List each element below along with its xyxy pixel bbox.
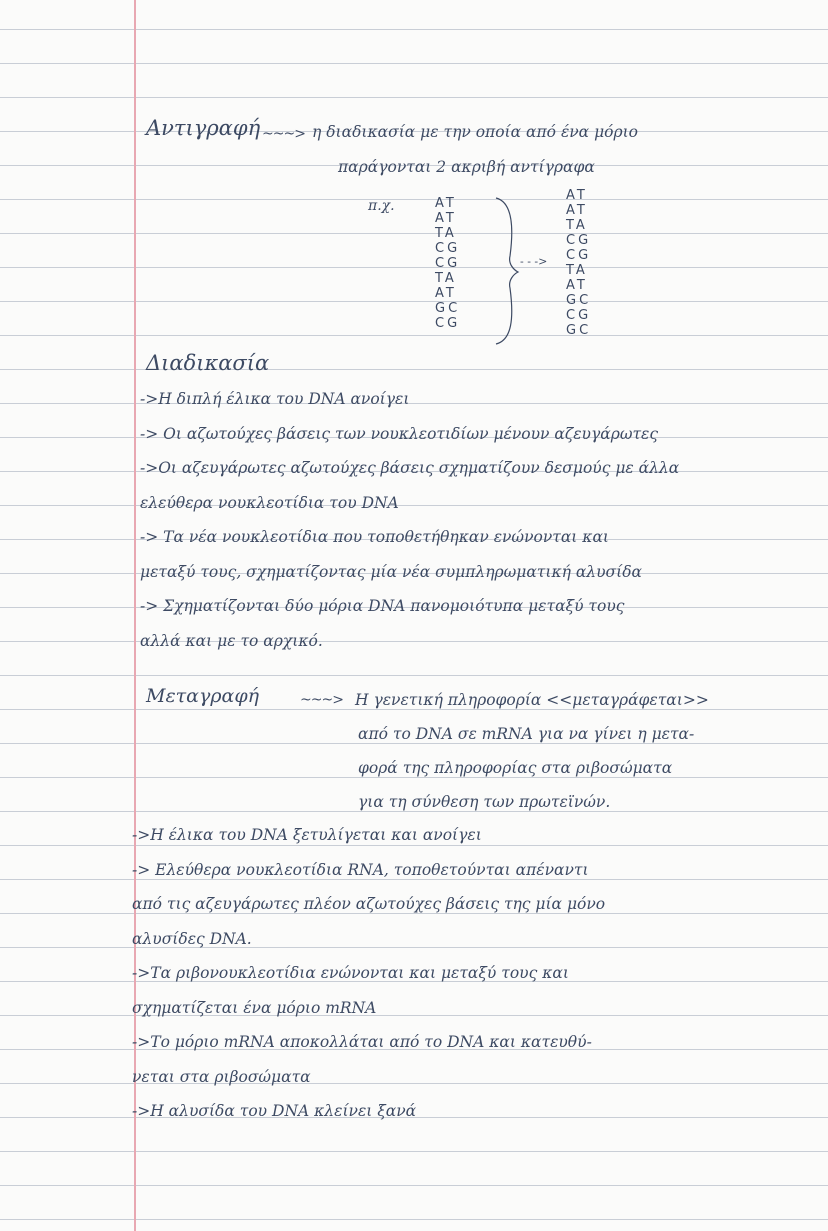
transcription-step-line: -> Ελεύθερα νουκλεοτίδια RNA, τοποθετούνται απέναντι (132, 860, 589, 879)
transcription-step-line: από τις αζευγάρωτες πλέον αζωτούχες βάσεις της μία μόνο (132, 895, 606, 913)
copy-pair: GC (566, 323, 592, 338)
copy-pair: CG (566, 308, 592, 323)
process-step-line: -> Τα νέα νουκλεοτίδια που τοποθετήθηκαν ενώνονται και (140, 528, 610, 546)
original-pair: CG (435, 256, 461, 271)
replication-arrow: ~~~> (262, 126, 305, 142)
original-pair: GC (435, 301, 461, 316)
process-step-line: -> Σχηματίζονται δύο μόρια DNA πανομοιότυπα μεταξύ τους (140, 597, 625, 615)
copy-pair: GC (566, 293, 592, 308)
process-step-line: αλλά και με το αρχικό. (140, 631, 323, 650)
copy-pair: TA (566, 263, 588, 278)
transcription-arrow: ~~~> (300, 692, 343, 708)
transcription-definition-line: από το DNA σε mRNA για να γίνει η μετα- (358, 725, 695, 743)
example-label: π.χ. (368, 198, 395, 214)
original-pair: CG (435, 316, 461, 331)
original-pair: AT (435, 211, 457, 226)
original-pair: AT (435, 196, 457, 211)
process-step-line: ->Η διπλή έλικα του DNA ανοίγει (140, 390, 410, 408)
transcription-step-line: σχηματίζεται ένα μόριο mRNA (132, 998, 377, 1017)
transcription-step-line: νεται στα ριβοσώματα (132, 1067, 311, 1086)
process-step-line: μεταξύ τους, σχηματίζοντας μία νέα συμπληρωματική αλυσίδα (140, 562, 642, 581)
copied-dna-pairs (566, 188, 591, 338)
replication-arrow-symbol: - - -> (520, 255, 548, 268)
replication-definition-line2: παράγονται 2 ακριβή αντίγραφα (338, 158, 595, 176)
original-dna-pairs (435, 196, 460, 331)
process-title: Διαδικασία (146, 351, 270, 375)
copy-pair: TA (566, 218, 588, 233)
process-step-line: -> Οι αζωτούχες βάσεις των νουκλεοτιδίων μένουν αζευγάρωτες (140, 424, 659, 443)
transcription-step-line: αλυσίδες DNA. (132, 929, 252, 948)
transcription-step-line: ->Η αλυσίδα του DNA κλείνει ξανά (132, 1102, 417, 1120)
process-step-line: ->Οι αζευγάρωτες αζωτούχες βάσεις σχηματίζουν δεσμούς με άλλα (140, 459, 680, 477)
transcription-definition-line: φορά της πληροφορίας στα ριβοσώματα (358, 759, 673, 777)
transcription-step-line: ->Τα ριβονουκλεοτίδια ενώνονται και μεταξύ τους και (132, 964, 569, 982)
copy-pair: CG (566, 233, 592, 248)
transcription-definition-line: Η γενετική πληροφορία <<μεταγράφεται>> (355, 691, 709, 709)
replication-title-text: Αντιγραφή (146, 116, 261, 140)
original-pair: AT (435, 286, 457, 301)
transcription-step-line: ->Η έλικα του DNA ξετυλίγεται και ανοίγει (132, 826, 482, 844)
copy-pair: AT (566, 188, 588, 203)
original-pair: TA (435, 226, 457, 241)
copy-pair: AT (566, 203, 588, 218)
transcription-step-line: ->Το μόριο mRNA αποκολλάται από το DNA και κατευθύ- (132, 1033, 592, 1051)
copy-pair: AT (566, 278, 588, 293)
transcription-title: Μεταγραφή (146, 685, 260, 707)
replication-definition-line1: η διαδικασία με την οποία από ένα μόριο (312, 123, 639, 141)
process-step-line: ελεύθερα νουκλεοτίδια του DNA (140, 493, 399, 512)
replication-title (146, 118, 260, 138)
original-pair: TA (435, 271, 457, 286)
transcription-definition-line: για τη σύνθεση των πρωτεϊνών. (358, 793, 611, 811)
copy-pair: CG (566, 248, 592, 263)
original-pair: CG (435, 241, 461, 256)
